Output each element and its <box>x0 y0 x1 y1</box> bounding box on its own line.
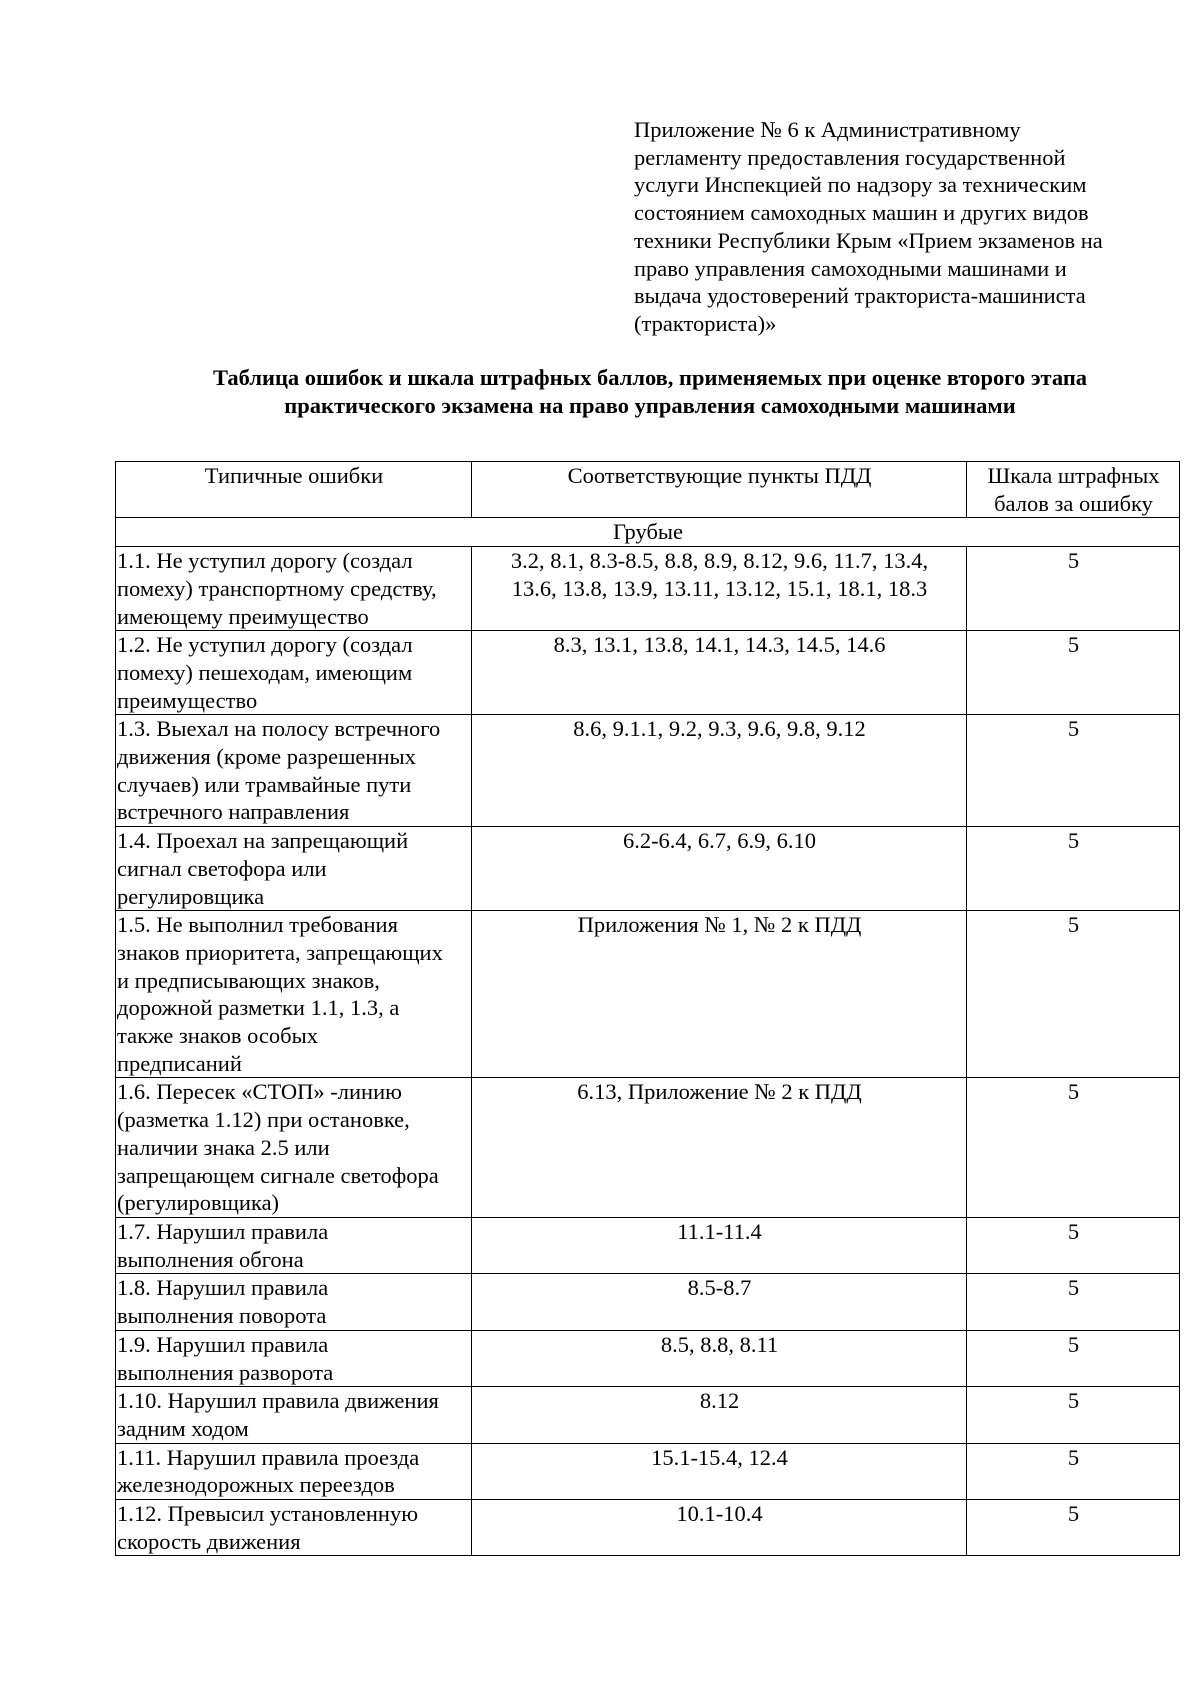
traffic-rule-points: 11.1-11.4 <box>472 1217 967 1273</box>
table-header <box>116 462 1180 518</box>
penalty-score: 5 <box>967 827 1180 911</box>
traffic-rule-points: 8.6, 9.1.1, 9.2, 9.3, 9.6, 9.8, 9.12 <box>472 715 967 827</box>
penalty-score: 5 <box>967 1274 1180 1330</box>
traffic-rule-points: 8.3, 13.1, 13.8, 14.1, 14.3, 14.5, 14.6 <box>472 631 967 715</box>
header-points: Соответствующие пункты ПДД <box>472 462 967 518</box>
table-row <box>116 1274 1180 1330</box>
table-row <box>116 1078 1180 1218</box>
penalty-score: 5 <box>967 1217 1180 1273</box>
error-description: 1.10. Нарушил правила движения задним ходом <box>116 1387 472 1443</box>
traffic-rule-points: 6.2-6.4, 6.7, 6.9, 6.10 <box>472 827 967 911</box>
traffic-rule-points: Приложения № 1, № 2 к ПДД <box>472 911 967 1078</box>
header-row <box>116 462 1180 518</box>
error-description: 1.4. Проехал на запрещающий сигнал светофора или регулировщика <box>116 827 472 911</box>
error-description: 1.6. Пересек «СТОП» -линию (разметка 1.12) при остановке, наличии знака 2.5 или запрещающем сигнале светофора (регулировщика) <box>116 1078 472 1218</box>
error-description: 1.7. Нарушил правила выполнения обгона <box>116 1217 472 1273</box>
penalty-score: 5 <box>967 631 1180 715</box>
table-row <box>116 1217 1180 1273</box>
error-description: 1.5. Не выполнил требования знаков приоритета, запрещающих и предписывающих знаков, дорожной разметки 1.1, 1.3, а также знаков особых предписаний <box>116 911 472 1078</box>
error-description: 1.11. Нарушил правила проезда железнодорожных переездов <box>116 1443 472 1499</box>
traffic-rule-points: 8.12 <box>472 1387 967 1443</box>
table-row <box>116 631 1180 715</box>
traffic-rule-points: 8.5, 8.8, 8.11 <box>472 1330 967 1386</box>
penalty-table <box>115 461 1180 1556</box>
penalty-score: 5 <box>967 1443 1180 1499</box>
traffic-rule-points: 3.2, 8.1, 8.3-8.5, 8.8, 8.9, 8.12, 9.6, 11.7, 13.4, 13.6, 13.8, 13.9, 13.11, 13.12, 15.1, 18.1, 18.3 <box>472 547 967 631</box>
table-row <box>116 715 1180 827</box>
penalty-score: 5 <box>967 1330 1180 1386</box>
penalty-score: 5 <box>967 1078 1180 1218</box>
error-description: 1.1. Не уступил дорогу (создал помеху) транспортному средству, имеющему преимущество <box>116 547 472 631</box>
table-row <box>116 1500 1180 1556</box>
penalty-score: 5 <box>967 1387 1180 1443</box>
traffic-rule-points: 10.1-10.4 <box>472 1500 967 1556</box>
error-description: 1.9. Нарушил правила выполнения разворота <box>116 1330 472 1386</box>
table-row <box>116 1330 1180 1386</box>
header-errors: Типичные ошибки <box>116 462 472 518</box>
table-row <box>116 827 1180 911</box>
traffic-rule-points: 6.13, Приложение № 2 к ПДД <box>472 1078 967 1218</box>
error-description: 1.8. Нарушил правила выполнения поворота <box>116 1274 472 1330</box>
table-row <box>116 911 1180 1078</box>
error-description: 1.3. Выехал на полосу встречного движения (кроме разрешенных случаев) или трамвайные пути встречного направления <box>116 715 472 827</box>
traffic-rule-points: 8.5-8.7 <box>472 1274 967 1330</box>
table-row <box>116 1387 1180 1443</box>
penalty-score: 5 <box>967 911 1180 1078</box>
appendix-note: Приложение № 6 к Административному регламенту предоставления государственной услуги Инспекцией по надзору за техническим состоянием самоходных машин и других видов техники Республики Крым «Прием экзаменов на право управления самоходными машинами и выдача удостоверений тракториста-машиниста (тракториста)» <box>634 117 1103 336</box>
table-body <box>116 518 1180 1556</box>
header-scale: Шкала штрафных балов за ошибку <box>967 462 1180 518</box>
document-title: Таблица ошибок и шкала штрафных баллов, применяемых при оценке второго этапа практического экзамена на право управления самоходными машинами <box>212 365 1088 418</box>
error-description: 1.2. Не уступил дорогу (создал помеху) пешеходам, имеющим преимущество <box>116 631 472 715</box>
section-label: Грубые <box>116 518 1180 547</box>
traffic-rule-points: 15.1-15.4, 12.4 <box>472 1443 967 1499</box>
penalty-score: 5 <box>967 715 1180 827</box>
table-row <box>116 547 1180 631</box>
section-row <box>116 518 1180 547</box>
penalty-score: 5 <box>967 547 1180 631</box>
penalty-score: 5 <box>967 1500 1180 1556</box>
error-description: 1.12. Превысил установленную скорость движения <box>116 1500 472 1556</box>
table-row <box>116 1443 1180 1499</box>
